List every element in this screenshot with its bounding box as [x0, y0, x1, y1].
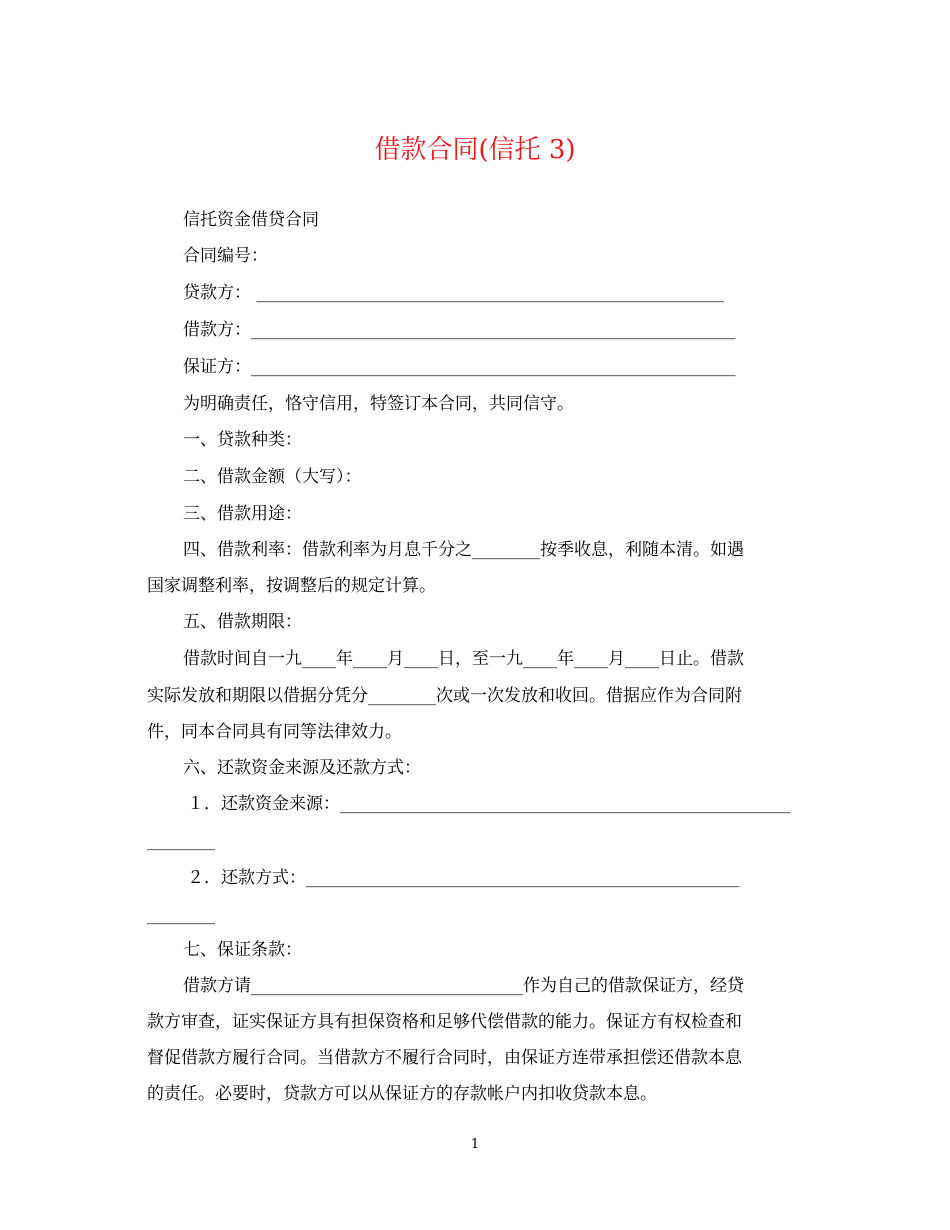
clause-5-line-3: 件，同本合同具有同等法律效力。 [147, 722, 402, 742]
clause-5-heading: 五、借款期限： [183, 612, 302, 632]
clause-7-line-1: 借款方请________________________________作为自己的借款保证方，经贷 [183, 976, 744, 996]
clause-7-line-4: 的责任。必要时，贷款方可以从保证方的存款帐户内扣收贷款本息。 [147, 1084, 657, 1104]
line-contract-number: 合同编号： [183, 246, 268, 266]
clause-6-item-1: １．还款资金来源：_____________________________________________________ [187, 794, 791, 814]
clause-2-heading: 二、借款金额（大写）： [183, 467, 362, 487]
clause-5-line-2: 实际发放和期限以借据分凭分________次或一次发放和收回。借据应作为合同附 [147, 686, 742, 706]
line-preamble: 为明确责任，恪守信用，特签订本合同，共同信守。 [183, 394, 574, 414]
page-number: 1 [470, 1137, 480, 1152]
line-lender: 贷款方： _______________________________________________________ [183, 283, 724, 303]
clause-6-heading: 六、还款资金来源及还款方式： [183, 758, 421, 778]
page-title: 借款合同(信托 3) [374, 135, 576, 165]
clause-6-item-2-continuation: ________ [147, 905, 215, 925]
clause-3-heading: 三、借款用途： [183, 504, 302, 524]
clause-5-line-1: 借款时间自一九____年____月____日，至一九____年____月____日止。借款 [183, 649, 744, 669]
clause-6-item-1-continuation: ________ [147, 831, 215, 851]
clause-7-line-2: 款方审查，证实保证方具有担保资格和足够代偿借款的能力。保证方有权检查和 [147, 1012, 742, 1032]
clause-6-item-2: ２．还款方式：___________________________________________________ [187, 868, 740, 888]
clause-4-line-2: 国家调整利率，按调整后的规定计算。 [147, 576, 436, 596]
clause-4-line-1: 四、借款利率：借款利率为月息千分之________按季收息，利随本清。如遇 [183, 540, 744, 560]
line-guarantor: 保证方：_________________________________________________________ [183, 357, 736, 377]
clause-7-heading: 七、保证条款： [183, 940, 302, 960]
line-contract-name: 信托资金借贷合同 [183, 210, 319, 230]
line-borrower: 借款方：_________________________________________________________ [183, 320, 736, 340]
clause-7-line-3: 督促借款方履行合同。当借款方不履行合同时，由保证方连带承担偿还借款本息 [147, 1048, 742, 1068]
clause-1-heading: 一、贷款种类： [183, 430, 302, 450]
